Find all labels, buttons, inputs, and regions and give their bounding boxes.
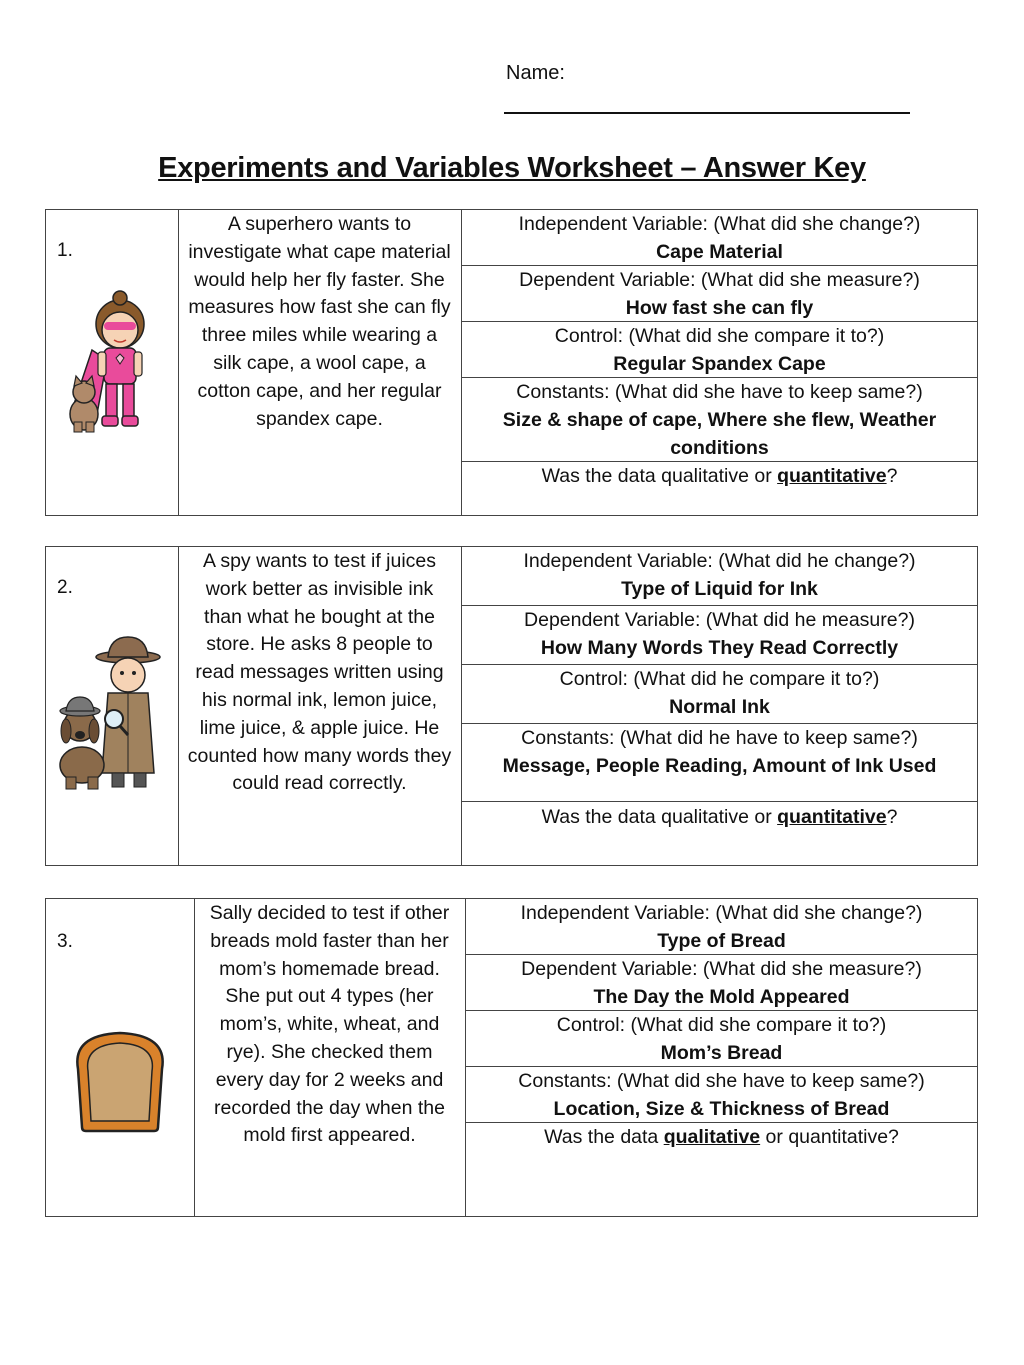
control-question: Control: (What did she compare it to?) bbox=[554, 325, 885, 347]
control-answer: Normal Ink bbox=[669, 696, 770, 718]
constants-row bbox=[462, 724, 977, 802]
bread-slice-icon bbox=[68, 1029, 172, 1133]
constants-question: Constants: (What did she have to keep same?) bbox=[518, 1070, 925, 1092]
answers-column bbox=[462, 547, 977, 865]
control-row bbox=[466, 1011, 977, 1067]
dependent-variable-row bbox=[462, 606, 977, 665]
dependent-variable-question: Dependent Variable: (What did she measure?) bbox=[519, 269, 920, 291]
number-cell bbox=[46, 899, 195, 1216]
control-question: Control: (What did she compare it to?) bbox=[556, 1014, 887, 1036]
question-number: 3. bbox=[57, 931, 73, 952]
data-type-row bbox=[466, 1123, 977, 1216]
question-number: 2. bbox=[57, 577, 73, 598]
answers-column bbox=[466, 899, 977, 1216]
answers-column bbox=[462, 210, 977, 515]
question-block-3 bbox=[45, 898, 978, 1217]
independent-variable-answer: Cape Material bbox=[656, 241, 783, 263]
data-type-suffix: ? bbox=[886, 465, 898, 487]
superhero-girl-illustration bbox=[52, 290, 172, 442]
number-cell bbox=[46, 547, 179, 865]
independent-variable-answer: Type of Bread bbox=[657, 930, 786, 952]
question-number: 1. bbox=[57, 240, 73, 261]
constants-answer: Size & shape of cape, Where she flew, Weather conditions bbox=[502, 409, 937, 459]
constants-answer: Message, People Reading, Amount of Ink Used bbox=[502, 755, 937, 777]
data-type-suffix: or quantitative? bbox=[760, 1126, 899, 1148]
independent-variable-question: Independent Variable: (What did she change?) bbox=[518, 213, 921, 235]
constants-answer: Location, Size & Thickness of Bread bbox=[553, 1098, 890, 1120]
scenario-text: A spy wants to test if juices work better as invisible ink than what he bought at the store. He asks 8 people to read messages written using his normal ink, lemon juice, lime juice, & apple juice. He counted how many words they could read correctly. bbox=[178, 547, 462, 865]
independent-variable-answer: Type of Liquid for Ink bbox=[621, 578, 818, 600]
dependent-variable-row bbox=[466, 955, 977, 1011]
data-type-answer: qualitative bbox=[663, 1126, 761, 1148]
dependent-variable-row bbox=[462, 266, 977, 322]
data-type-answer: quantitative bbox=[777, 806, 887, 828]
control-row bbox=[462, 322, 977, 378]
control-row bbox=[462, 665, 977, 724]
page-title: Experiments and Variables Worksheet – Answer Key bbox=[158, 152, 866, 184]
data-type-row bbox=[462, 802, 977, 865]
control-answer: Regular Spandex Cape bbox=[613, 353, 826, 375]
data-type-prefix: Was the data qualitative or bbox=[541, 806, 778, 828]
dependent-variable-answer: How fast she can fly bbox=[625, 297, 814, 319]
dependent-variable-answer: How Many Words They Read Correctly bbox=[540, 637, 899, 659]
dependent-variable-question: Dependent Variable: (What did he measure?) bbox=[524, 609, 915, 631]
constants-question: Constants: (What did she have to keep same?) bbox=[516, 381, 923, 403]
independent-variable-row bbox=[462, 210, 977, 266]
data-type-prefix: Was the data qualitative or bbox=[541, 465, 778, 487]
dependent-variable-answer: The Day the Mold Appeared bbox=[593, 986, 850, 1008]
question-block-1 bbox=[45, 209, 978, 516]
independent-variable-row bbox=[462, 547, 977, 606]
number-cell bbox=[46, 210, 179, 515]
independent-variable-question: Independent Variable: (What did she change?) bbox=[520, 902, 923, 924]
control-answer: Mom’s Bread bbox=[660, 1042, 783, 1064]
data-type-suffix: ? bbox=[886, 806, 898, 828]
independent-variable-question: Independent Variable: (What did he change?) bbox=[523, 550, 916, 572]
control-question: Control: (What did he compare it to?) bbox=[559, 668, 880, 690]
scenario-text: Sally decided to test if other breads mold faster than her mom’s homemade bread. She put out 4 types (her mom’s, white, wheat, and rye). She checked them every day for 2 weeks and recorded the day when the mold first appeared. bbox=[194, 899, 466, 1216]
question-block-2 bbox=[45, 546, 978, 866]
spy-with-dog-illustration bbox=[54, 635, 170, 795]
data-type-answer: quantitative bbox=[777, 465, 887, 487]
scenario-text: A superhero wants to investigate what cape material would help her fly faster. She measures how fast she can fly three miles while wearing a silk cape, a wool cape, a cotton cape, and her regular spandex cape. bbox=[178, 210, 462, 515]
name-line[interactable] bbox=[504, 112, 910, 114]
dependent-variable-question: Dependent Variable: (What did she measure?) bbox=[521, 958, 922, 980]
data-type-prefix: Was the data bbox=[544, 1126, 664, 1148]
independent-variable-row bbox=[466, 899, 977, 955]
constants-row bbox=[462, 378, 977, 462]
data-type-row bbox=[462, 462, 977, 515]
constants-question: Constants: (What did he have to keep same?) bbox=[521, 727, 918, 749]
name-label: Name: bbox=[506, 62, 565, 84]
constants-row bbox=[466, 1067, 977, 1123]
